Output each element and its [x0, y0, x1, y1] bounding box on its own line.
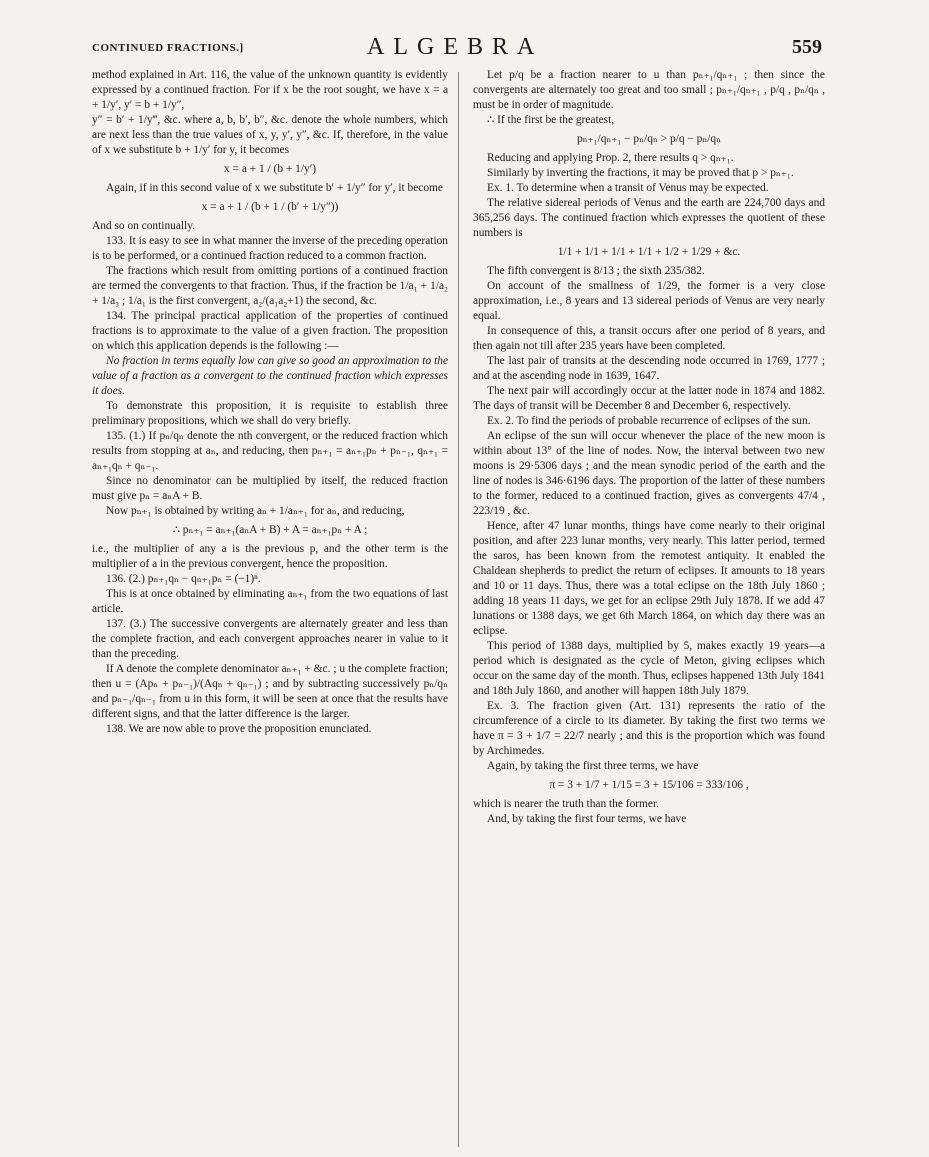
equation: 1/1 + 1/1 + 1/1 + 1/1 + 1/2 + 1/29 + &c.	[557, 246, 741, 258]
book-title: ALGEBRA	[367, 34, 544, 60]
paragraph: 134. The principal practical application of the properties of continued fractions is to approximate to the value of a given fraction. The proposition on which this application depends is the following :—	[92, 310, 448, 352]
paragraph: The fifth convergent is 8/13 ; the sixth 235/382.	[487, 265, 705, 277]
equation: x = a + 1 / (b + 1 / (b′ + 1/y″))	[201, 201, 339, 213]
equation: x = a + 1 / (b + 1/y′)	[224, 163, 316, 175]
paragraph: This is at once obtained by eliminating aₙ₊₁ from the two equations of last article.	[92, 588, 448, 615]
paragraph: Let p/q be a fraction nearer to u than pₙ₊₁/qₙ₊₁ ; then since the convergents are alternately too great and too small ; pₙ₊₁/qₙ₊₁ , p/q , pₙ/qₙ , must be in order of magnitude.	[473, 69, 825, 111]
theorem-statement: No fraction in terms equally low can give so good an approximation to the value of a fraction as a convergent to the continued fraction which expresses it does.	[92, 355, 448, 397]
paragraph: An eclipse of the sun will occur whenever the place of the new moon is within about 13° of the line of nodes. Now, the interval between two new moons is 29·5306 days ; and the mean synodic period of the earth and the line of nodes is 346·6196 days. The proportion of the latter of these numbers to the former, reduced to a continued fraction, gives as convergents 47/4 , 223/19 , &c.	[473, 430, 825, 517]
paragraph: The fractions which result from omitting portions of a continued fraction are termed the convergents to that fraction. Thus, if the fraction be 1/a₁ + 1/a₂ + 1/a₃ ; 1/a₁ is the first convergent, a₂/(a₁a₂+1) the second, &c.	[92, 265, 448, 307]
section-title: CONTINUED FRACTIONS.]	[92, 42, 244, 54]
paragraph: In consequence of this, a transit occurs after one period of 8 years, and then again not till after 235 years have been completed.	[473, 325, 825, 352]
column-divider	[458, 72, 459, 1147]
paragraph: Now pₙ₊₁ is obtained by writing aₙ + 1/aₙ₊₁ for aₙ, and reducing,	[106, 505, 405, 517]
right-column	[473, 68, 825, 827]
paragraph: Since no denominator can be multiplied by itself, the reduced fraction must give pₙ = aₙA + B.	[92, 475, 448, 502]
example-heading: Ex. 1. To determine when a transit of Venus may be expected.	[487, 182, 769, 194]
example-heading: Ex. 3. The fraction given (Art. 131) represents the ratio of the circumference of a circle to its diameter. By taking the first two terms we have π = 3 + 1/7 = 22/7 nearly ; and this is the proportion which was found by Archimedes.	[473, 700, 825, 757]
paragraph: The next pair will accordingly occur at the latter node in 1874 and 1882. The days of transit will be December 8 and December 6, respectively.	[473, 385, 825, 412]
paragraph: which is nearer the truth than the former.	[473, 798, 659, 810]
paragraph: The relative sidereal periods of Venus and the earth are 224,700 days and 365,256 days. The continued fraction which expresses the quotient of these numbers is	[473, 197, 825, 239]
paragraph: 137. (3.) The successive convergents are alternately greater and less than the complete fraction, and each convergent approaches nearer in value to it than the preceding.	[92, 618, 448, 660]
paragraph: This period of 1388 days, multiplied by 5, makes exactly 19 years—a period which is designated as the cycle of Meton, giving eclipses which occur on the same day of the month. Thus, eclipses happened 13th July 1841 and 18th July 1860, and another will happen 18th July 1879.	[473, 640, 825, 697]
equation: ∴ pₙ₊₁ = aₙ₊₁(aₙA + B) + A = aₙ₊₁pₙ + A ;	[172, 524, 368, 536]
paragraph: 136. (2.) pₙ₊₁qₙ − qₙ₊₁pₙ = (−1)ⁿ.	[106, 573, 261, 585]
paragraph: 135. (1.) If pₙ/qₙ denote the nth convergent, or the reduced fraction which results from stopping at aₙ, and reducing, then pₙ₊₁ = aₙ₊₁pₙ + pₙ₋₁, qₙ₊₁ = aₙ₊₁qₙ + qₙ₋₁.	[92, 430, 448, 472]
paragraph: The last pair of transits at the descending node occurred in 1769, 1777 ; and at the ascending node in 1639, 1647.	[473, 355, 825, 382]
paragraph: Again, if in this second value of x we substitute b′ + 1/y″ for y′, it become	[106, 182, 443, 194]
paragraph: To demonstrate this proposition, it is requisite to establish three preliminary propositions, which we shall do very briefly.	[92, 400, 448, 427]
paragraph: ∴ If the first be the greatest,	[487, 114, 615, 126]
paragraph: 138. We are now able to prove the proposition enunciated.	[106, 723, 372, 735]
paragraph: Again, by taking the first three terms, we have	[487, 760, 699, 772]
paragraph: If A denote the complete denominator aₙ₊₁ + &c. ; u the complete fraction; then u = (Apₙ + pₙ₋₁)/(Aqₙ + qₙ₋₁) ; and by subtracting successively pₙ/qₙ and pₙ₋₁/qₙ₋₁ from u in this form, it will be seen at once that the results have different signs, and that the latter difference is the larger.	[92, 663, 448, 720]
paragraph: Hence, after 47 lunar months, things have come nearly to their original position, and after 223 lunar months, very nearly. This latter period, termed the saros, has been known from the remotest antiquity. It enabled the Chaldean shepherds to predict the return of eclipses. It amounts to 18 years and 10 or 11 days. Thus, there was a total eclipse on the 18th July 1860 ; adding 18 years 11 days, we get for an eclipse 29th July 1878. If we add 47 lunations or 1388 days, we get 6th March 1864, on which day there was an eclipse.	[473, 520, 825, 637]
page-number: 559	[792, 36, 822, 58]
equation: pₙ₊₁/qₙ₊₁ − pₙ/qₙ > p/q − pₙ/qₙ	[576, 133, 722, 145]
paragraph: 133. It is easy to see in what manner the inverse of the preceding operation is to be performed, or a continued fraction reduced to a common fraction.	[92, 235, 448, 262]
page-header	[92, 34, 822, 64]
paragraph: method explained in Art. 116, the value of the unknown quantity is evidently expressed by a continued fraction. For if x be the root sought, we have x = a + 1/y′, y′ = b + 1/y″,	[92, 69, 448, 111]
paragraph: And so on continually.	[92, 220, 196, 232]
paragraph: Reducing and applying Prop. 2, there results q > qₙ₊₁.	[487, 152, 734, 164]
paragraph: And, by taking the first four terms, we have	[487, 813, 687, 825]
left-column	[92, 68, 448, 737]
equation: π = 3 + 1/7 + 1/15 = 3 + 15/106 = 333/106 ,	[549, 779, 749, 791]
example-heading: Ex. 2. To find the periods of probable recurrence of eclipses of the sun.	[487, 415, 811, 427]
paragraph: y″ = b′ + 1/y‴, &c. where a, b, b′, b″, &c. denote the whole numbers, which are next less than the true values of x, y, y′, y″, &c. If, therefore, in the value of x we substitute b + 1/y′ for y, it becomes	[92, 114, 448, 156]
paragraph: i.e., the multiplier of any a is the previous p, and the other term is the multiplier of a in the previous convergent, hence the proposition.	[92, 543, 448, 570]
paragraph: On account of the smallness of 1/29, the former is a very close approximation, i.e., 8 years and 13 sidereal periods of Venus are very nearly equal.	[473, 280, 825, 322]
paragraph: Similarly by inverting the fractions, it may be proved that p > pₙ₊₁.	[487, 167, 794, 179]
